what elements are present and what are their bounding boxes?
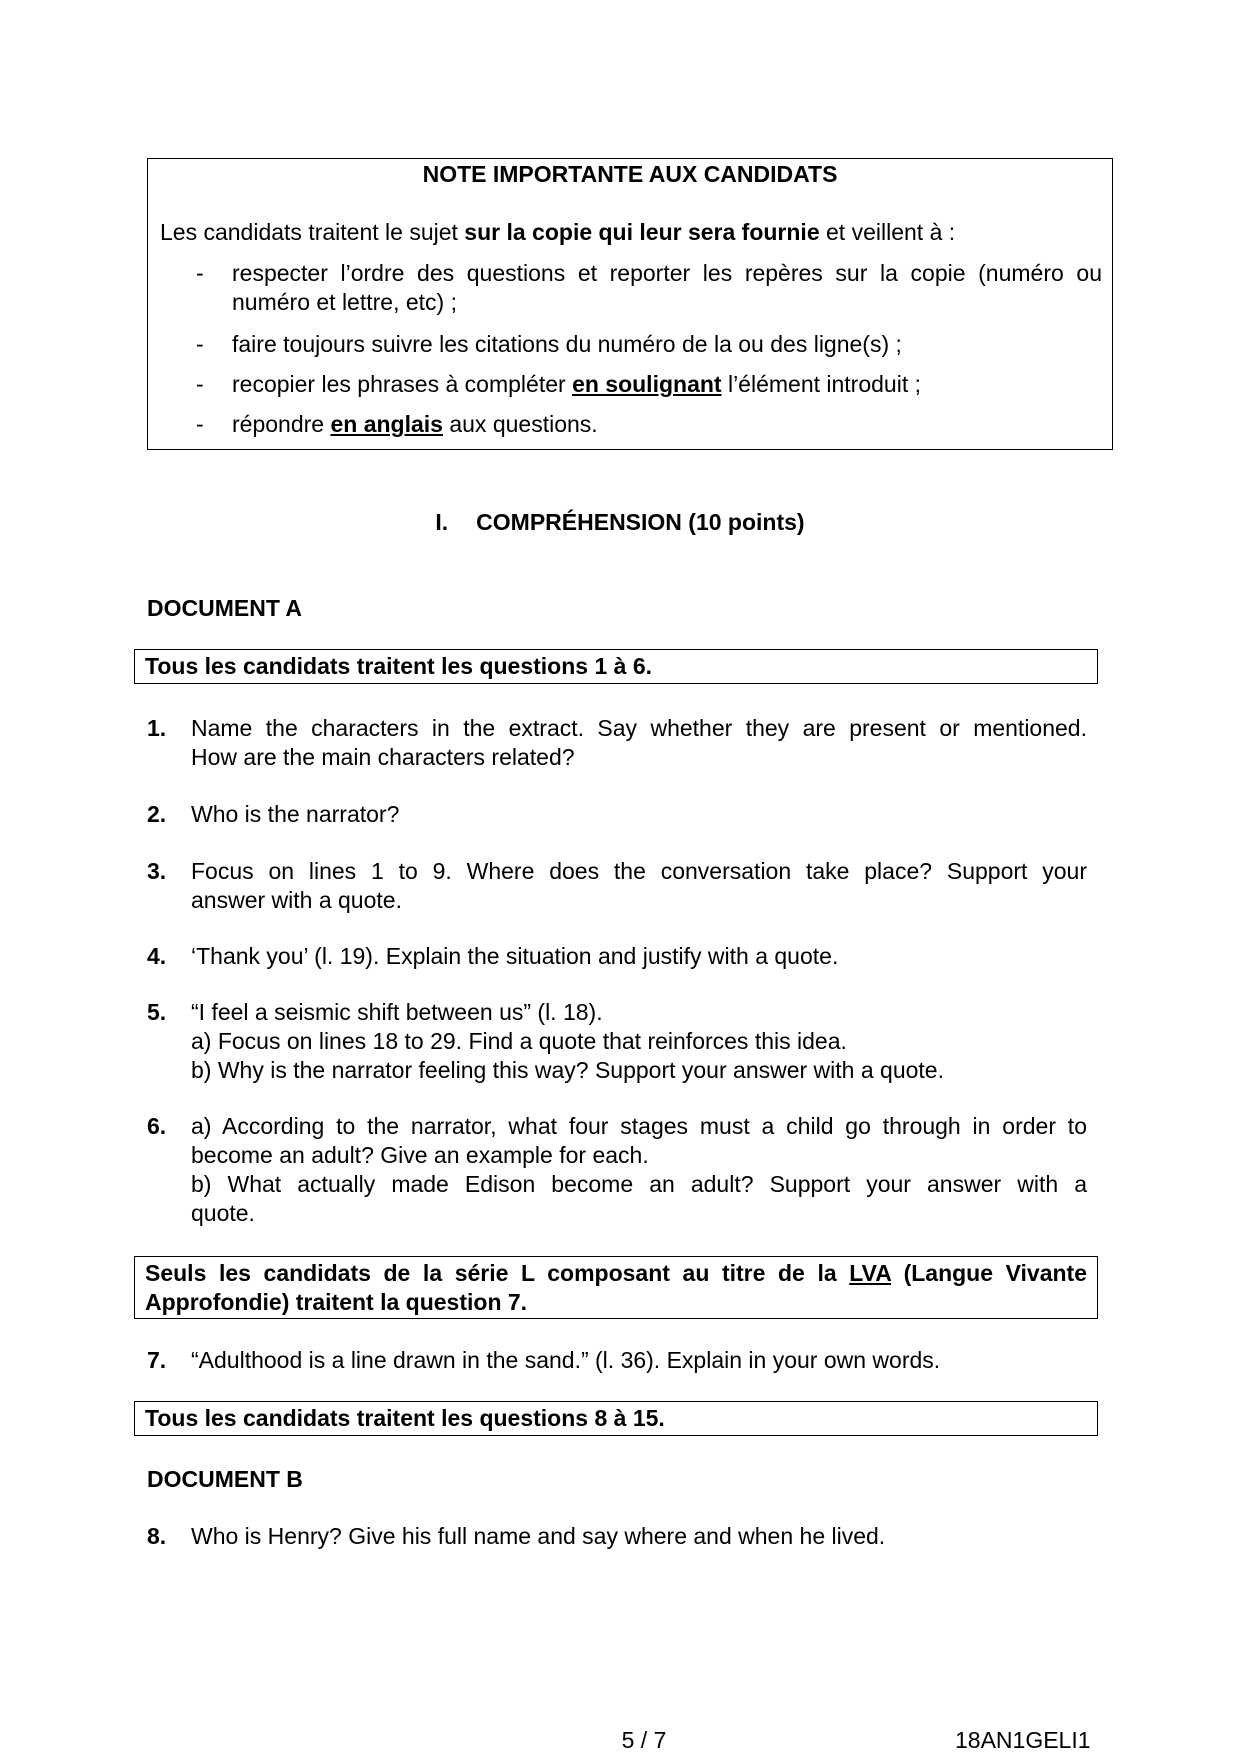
document-b-heading: DOCUMENT B <box>147 1466 303 1492</box>
instruction-box-1-6: Tous les candidats traitent les questions 1 à 6. <box>134 649 1098 684</box>
page-number: 5 / 7 <box>621 1727 667 1753</box>
instruction-box-8-15: Tous les candidats traitent les questions 8 à 15. <box>134 1401 1098 1436</box>
note-title: NOTE IMPORTANTE AUX CANDIDATS <box>422 161 838 187</box>
document-code: 18AN1GELI1 <box>955 1727 1091 1753</box>
section-title: I. COMPRÉHENSION (10 points) <box>435 509 805 535</box>
document-a-heading: DOCUMENT A <box>147 595 303 621</box>
note-intro: Les candidats traitent le sujet sur la copie qui leur sera fournie et veillent à : <box>160 219 956 245</box>
lva-instruction-box: Seuls les candidats de la série L composant au titre de la LVA (Langue Vivante Approfondie) traitent la question 7. <box>134 1256 1098 1319</box>
